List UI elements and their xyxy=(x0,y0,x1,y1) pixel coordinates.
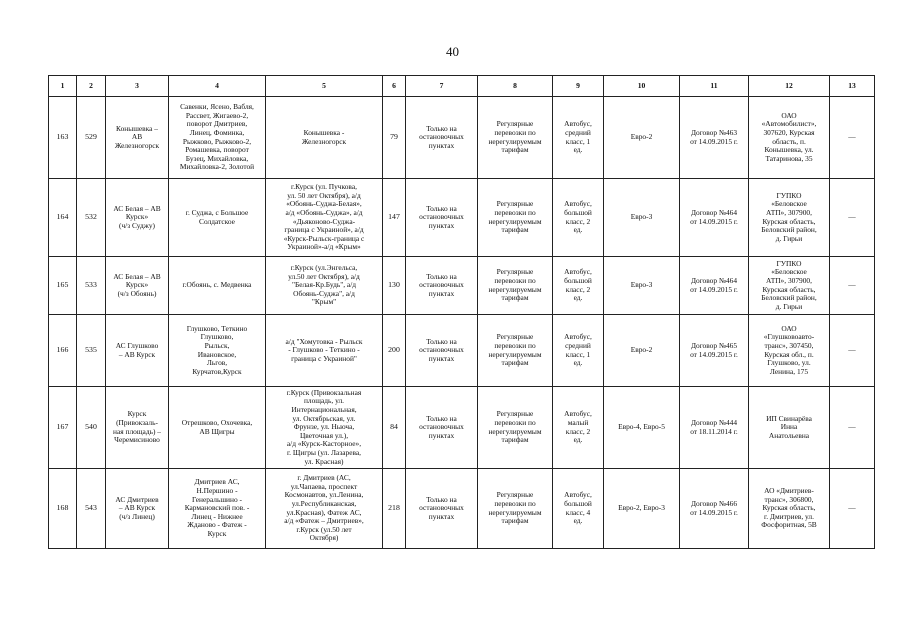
route-name-line: – АВ Курск xyxy=(118,349,156,359)
route-streets-cell xyxy=(266,257,383,315)
route-name-cell xyxy=(106,97,169,179)
eco-class-cell: Евро-2 xyxy=(604,315,680,387)
route-streets-line: г. Дмитриев (АС, xyxy=(297,473,351,483)
transport-type-line: тарифам xyxy=(501,516,529,526)
intermediate-stops-line: Бузец, Михайловка, xyxy=(185,153,249,163)
column-header-7: 7 xyxy=(406,76,478,97)
intermediate-stops-line: Курчатов,Курск xyxy=(192,366,242,376)
route-name-cell xyxy=(106,469,169,549)
intermediate-stops-line: Савенки, Ясено, Вабля, xyxy=(180,102,254,112)
transport-type-line: Регулярные xyxy=(496,199,534,209)
route-streets-line: граница с Украиной», а/д xyxy=(284,225,364,235)
route-name-line: Курск» xyxy=(125,212,149,222)
route-name-line: (ч/з Линец) xyxy=(119,511,155,521)
route-name-cell xyxy=(106,179,169,257)
route-number-cell: 535 xyxy=(77,315,106,387)
vehicle-class-line: ед. xyxy=(573,225,583,235)
vehicle-class-line: класс, 1 xyxy=(565,136,591,146)
intermediate-stops-line: Льгов, xyxy=(206,358,228,368)
column-header-8: 8 xyxy=(478,76,553,97)
transport-type-line: тарифам xyxy=(501,358,529,368)
route-name-line: АС Белая – АВ xyxy=(113,203,161,213)
column-header-5: 5 xyxy=(266,76,383,97)
stop-procedure-line: Только на xyxy=(426,203,457,213)
stop-procedure-cell xyxy=(406,387,478,469)
table-row xyxy=(49,179,875,257)
carrier-info-line: Курская обл., п. xyxy=(764,349,814,359)
stop-procedure-line: остановочных xyxy=(419,345,464,355)
row-number-cell: 167 xyxy=(49,387,77,469)
intermediate-stops-line: поворот Дмитриев, xyxy=(186,119,248,129)
route-streets-line: Интернациональная, xyxy=(291,405,357,415)
column-header-2: 2 xyxy=(77,76,106,97)
stop-procedure-cell xyxy=(406,315,478,387)
extra-info-cell: — xyxy=(830,179,875,257)
vehicle-class-line: ед. xyxy=(573,293,583,303)
carrier-info-line: ИП Свинарёва xyxy=(766,413,812,423)
table-body xyxy=(49,97,875,549)
route-streets-cell xyxy=(266,179,383,257)
route-name-line: (Привокзаль- xyxy=(116,417,158,427)
row-number-cell: 165 xyxy=(49,257,77,315)
carrier-info-line: АТП», 307900, xyxy=(766,207,812,217)
intermediate-stops-cell xyxy=(169,179,266,257)
route-streets-line: «Обоянь-Суджа-Белая», xyxy=(286,199,362,209)
contract-info-line: Договор №444 xyxy=(690,417,738,427)
table-row xyxy=(49,469,875,549)
route-streets-line: г.Курск (Привокзальная xyxy=(286,387,362,397)
row-number-cell: 166 xyxy=(49,315,77,387)
route-streets-line: Украиной»-а/д «Крым» xyxy=(287,242,361,252)
table-row xyxy=(49,97,875,179)
contract-info-cell xyxy=(680,315,749,387)
route-streets-line: а/д "Хомутовка - Рыльск xyxy=(285,336,363,346)
contract-info-cell xyxy=(680,257,749,315)
vehicle-class-line: класс, 2 xyxy=(565,216,591,226)
route-length-cell: 200 xyxy=(383,315,406,387)
carrier-info-line: г. Дмитриев, ул. xyxy=(764,511,814,521)
route-name-line: Курск» xyxy=(125,280,149,290)
transport-type-line: Регулярные xyxy=(496,490,534,500)
transport-type-line: тарифам xyxy=(501,293,529,303)
route-number-cell: 532 xyxy=(77,179,106,257)
intermediate-stops-cell xyxy=(169,97,266,179)
route-streets-cell xyxy=(266,315,383,387)
stop-procedure-line: Только на xyxy=(426,413,457,423)
transport-type-line: нерегулируемым xyxy=(488,426,542,436)
route-streets-line: ул. Красная) xyxy=(304,456,344,466)
carrier-info-line: ОАО xyxy=(781,323,797,333)
route-streets-line: ул.Чапаева, проспект xyxy=(290,481,358,491)
carrier-info-line: Фосфоритная, 5В xyxy=(761,520,817,530)
eco-class-cell: Евро-3 xyxy=(604,257,680,315)
vehicle-class-line: Автобус, xyxy=(564,332,592,342)
vehicle-class-line: ед. xyxy=(573,516,583,526)
carrier-info-line: Конышевка, ул. xyxy=(764,145,814,155)
transport-type-line: Регулярные xyxy=(496,119,534,129)
route-streets-line: Космонавтов, ул.Ленина, xyxy=(284,490,364,500)
route-number-cell: 533 xyxy=(77,257,106,315)
vehicle-class-line: Автобус, xyxy=(564,119,592,129)
vehicle-class-line: средний xyxy=(565,340,591,350)
route-streets-line: Фрунзе, ул. Ньюча, xyxy=(293,422,355,432)
intermediate-stops-line: г. Суджа, с Большое xyxy=(185,207,249,217)
carrier-info-cell xyxy=(749,179,830,257)
carrier-info-cell xyxy=(749,315,830,387)
row-number-cell: 168 xyxy=(49,469,77,549)
stop-procedure-cell xyxy=(406,179,478,257)
carrier-info-line: Беловский район, xyxy=(761,293,817,303)
contract-info-line: от 14.09.2015 г. xyxy=(690,284,738,294)
route-registry-table xyxy=(48,75,875,549)
contract-info-line: от 14.09.2015 г. xyxy=(690,349,738,359)
transport-type-line: нерегулируемым xyxy=(488,507,542,517)
route-streets-line: ул. 50 лет Октября), а/д xyxy=(287,190,361,200)
contract-info-line: от 14.09.2015 г. xyxy=(690,136,738,146)
stop-procedure-line: пунктах xyxy=(428,430,455,440)
transport-type-line: нерегулируемым xyxy=(488,216,542,226)
carrier-info-line: ОАО xyxy=(781,110,797,120)
carrier-info-line: «Беловское xyxy=(771,267,807,277)
transport-type-line: Регулярные xyxy=(496,409,534,419)
transport-type-line: Регулярные xyxy=(496,332,534,342)
transport-type-line: нерегулируемым xyxy=(488,136,542,146)
route-length-cell: 79 xyxy=(383,97,406,179)
vehicle-class-line: большой xyxy=(564,275,592,285)
carrier-info-cell xyxy=(749,97,830,179)
stop-procedure-cell xyxy=(406,469,478,549)
route-name-line: АВ xyxy=(131,132,143,142)
transport-type-cell xyxy=(478,315,553,387)
column-header-1: 1 xyxy=(49,76,77,97)
eco-class-cell: Евро-3 xyxy=(604,179,680,257)
stop-procedure-line: пунктах xyxy=(428,220,455,230)
route-number-cell: 529 xyxy=(77,97,106,179)
carrier-info-line: 307620, Курская xyxy=(763,127,815,137)
contract-info-line: от 18.11.2014 г. xyxy=(690,426,738,436)
route-streets-line: Цветочная ул.), xyxy=(299,430,349,440)
vehicle-class-cell xyxy=(553,315,604,387)
header-row xyxy=(49,76,875,97)
vehicle-class-line: Автобус, xyxy=(564,199,592,209)
carrier-info-line: АО «Дмитриев- xyxy=(764,486,814,496)
vehicle-class-line: большой xyxy=(564,498,592,508)
intermediate-stops-cell xyxy=(169,469,266,549)
intermediate-stops-line: Ивановское, xyxy=(197,349,237,359)
route-streets-line: «Курск-Рыльск-граница с xyxy=(283,233,365,243)
route-name-line: АС Глушково xyxy=(115,340,159,350)
route-streets-line: ул.Красная), Фатеж АС, xyxy=(286,507,362,517)
vehicle-class-line: класс, 4 xyxy=(565,507,591,517)
intermediate-stops-line: Рассвет, Жигаево-2, xyxy=(185,110,249,120)
stop-procedure-line: остановочных xyxy=(419,132,464,142)
route-length-cell: 218 xyxy=(383,469,406,549)
route-streets-line: а/д «Курск-Касторное», xyxy=(286,439,362,449)
intermediate-stops-line: Ромашевка, поворот xyxy=(185,145,249,155)
route-streets-line: "Крым" xyxy=(311,297,337,307)
page-number: 40 xyxy=(446,44,459,59)
contract-info-cell xyxy=(680,97,749,179)
carrier-info-line: транс», 307450, xyxy=(764,340,814,350)
contract-info-line: от 14.09.2015 г. xyxy=(690,507,738,517)
stop-procedure-line: Только на xyxy=(426,123,457,133)
vehicle-class-line: малый xyxy=(567,417,589,427)
extra-info-cell: — xyxy=(830,315,875,387)
eco-class-cell: Евро-4, Евро-5 xyxy=(604,387,680,469)
column-header-6: 6 xyxy=(383,76,406,97)
stop-procedure-cell xyxy=(406,257,478,315)
intermediate-stops-cell xyxy=(169,257,266,315)
route-name-cell xyxy=(106,387,169,469)
route-name-line: Конышевка – xyxy=(116,123,158,133)
transport-type-line: перевозки по xyxy=(494,275,536,285)
route-streets-line: а/д «Фатеж – Дмитриев», xyxy=(284,516,364,526)
intermediate-stops-line: г.Обоянь, с. Медвенка xyxy=(182,280,252,290)
transport-type-line: тарифам xyxy=(501,145,529,155)
route-name-line: (ч/з Обоянь) xyxy=(117,288,157,298)
route-streets-line: "Белая-Кр.Будь", а/д xyxy=(291,280,357,290)
transport-type-line: перевозки по xyxy=(494,340,536,350)
intermediate-stops-line: Глушково, Теткино xyxy=(186,323,248,333)
intermediate-stops-line: Отрешково, Охочевка, xyxy=(181,417,253,427)
route-streets-line: ул.50 лет Октября), а/д xyxy=(288,271,360,281)
transport-type-line: нерегулируемым xyxy=(488,284,542,294)
route-streets-line: Октября) xyxy=(309,533,339,543)
transport-type-cell xyxy=(478,469,553,549)
vehicle-class-cell xyxy=(553,179,604,257)
intermediate-stops-line: Рыжково, Рыжково-2, xyxy=(182,136,252,146)
stop-procedure-line: Только на xyxy=(426,271,457,281)
row-number-cell: 163 xyxy=(49,97,77,179)
route-streets-line: г.Курск (ул.Энгельса, xyxy=(290,263,358,273)
carrier-info-line: область, п. xyxy=(772,136,806,146)
carrier-info-line: д. Гирьи xyxy=(775,233,803,243)
intermediate-stops-cell xyxy=(169,315,266,387)
carrier-info-line: транс», 306800, xyxy=(764,494,814,504)
vehicle-class-cell xyxy=(553,97,604,179)
carrier-info-line: Ленина, 175 xyxy=(769,366,809,376)
contract-info-cell xyxy=(680,179,749,257)
route-name-line: – АВ Курск xyxy=(118,503,156,513)
vehicle-class-cell xyxy=(553,469,604,549)
route-name-cell xyxy=(106,315,169,387)
intermediate-stops-line: Глушково, xyxy=(200,332,234,342)
vehicle-class-line: класс, 2 xyxy=(565,426,591,436)
carrier-info-line: АТП», 307900, xyxy=(766,275,812,285)
intermediate-stops-line: Линец - Нижнее xyxy=(191,511,243,521)
table-row xyxy=(49,315,875,387)
carrier-info-line: «Глушковоавто- xyxy=(763,332,815,342)
column-header-3: 3 xyxy=(106,76,169,97)
carrier-info-line: «Автомобилист», xyxy=(761,119,817,129)
column-header-11: 11 xyxy=(680,76,749,97)
stop-procedure-line: пунктах xyxy=(428,140,455,150)
transport-type-cell xyxy=(478,257,553,315)
contract-info-cell xyxy=(680,387,749,469)
contract-info-line: Договор №463 xyxy=(690,127,738,137)
intermediate-stops-line: АВ Щигры xyxy=(199,426,235,436)
carrier-info-line: Беловский район, xyxy=(761,225,817,235)
route-streets-line: ул.Республиканская, xyxy=(291,498,357,508)
route-number-cell: 540 xyxy=(77,387,106,469)
transport-type-line: перевозки по xyxy=(494,417,536,427)
route-name-line: Черемисиново xyxy=(114,435,160,445)
stop-procedure-line: Только на xyxy=(426,494,457,504)
vehicle-class-line: Автобус, xyxy=(564,267,592,277)
stop-procedure-line: остановочных xyxy=(419,503,464,513)
transport-type-line: Регулярные xyxy=(496,267,534,277)
route-streets-cell xyxy=(266,387,383,469)
carrier-info-line: Глушково, ул. xyxy=(767,358,811,368)
stop-procedure-line: пунктах xyxy=(428,353,455,363)
route-streets-line: г. Щигры (ул. Лазарева, xyxy=(286,447,362,457)
intermediate-stops-line: Линец, Фоминка, xyxy=(189,127,245,137)
stop-procedure-line: Только на xyxy=(426,336,457,346)
contract-info-line: от 14.09.2015 г. xyxy=(690,216,738,226)
stop-procedure-line: остановочных xyxy=(419,280,464,290)
vehicle-class-line: ед. xyxy=(573,358,583,368)
transport-type-line: тарифам xyxy=(501,435,529,445)
contract-info-line: Договор №464 xyxy=(690,275,738,285)
route-streets-line: а/д «Обоянь-Суджа», а/д xyxy=(285,207,363,217)
transport-type-line: нерегулируемым xyxy=(488,349,542,359)
route-length-cell: 130 xyxy=(383,257,406,315)
route-streets-cell xyxy=(266,469,383,549)
contract-info-cell xyxy=(680,469,749,549)
extra-info-cell: — xyxy=(830,387,875,469)
carrier-info-line: д. Гирьи xyxy=(775,301,803,311)
transport-type-cell xyxy=(478,97,553,179)
vehicle-class-line: Автобус, xyxy=(564,490,592,500)
contract-info-line: Договор №465 xyxy=(690,340,738,350)
column-header-9: 9 xyxy=(553,76,604,97)
carrier-info-line: Курская область, xyxy=(762,216,816,226)
column-header-13: 13 xyxy=(830,76,875,97)
carrier-info-line: ГУПКО xyxy=(776,258,802,268)
route-streets-line: «Дьяконово-Суджа- xyxy=(292,216,356,226)
vehicle-class-line: Автобус, xyxy=(564,409,592,419)
vehicle-class-cell xyxy=(553,387,604,469)
column-header-4: 4 xyxy=(169,76,266,97)
carrier-info-cell xyxy=(749,469,830,549)
transport-type-cell xyxy=(478,387,553,469)
intermediate-stops-line: Михайловка-2, Золотой xyxy=(179,162,255,172)
row-number-cell: 164 xyxy=(49,179,77,257)
extra-info-cell: — xyxy=(830,97,875,179)
stop-procedure-line: пунктах xyxy=(428,511,455,521)
route-name-line: АС Белая – АВ xyxy=(113,271,161,281)
table-row xyxy=(49,387,875,469)
intermediate-stops-line: Дмитриев АС, xyxy=(194,477,240,487)
route-length-cell: 147 xyxy=(383,179,406,257)
vehicle-class-line: средний xyxy=(565,127,591,137)
intermediate-stops-cell xyxy=(169,387,266,469)
contract-info-line: Договор №464 xyxy=(690,207,738,217)
extra-info-cell: — xyxy=(830,257,875,315)
carrier-info-line: Инна xyxy=(780,422,798,432)
carrier-info-line: ГУПКО xyxy=(776,190,802,200)
transport-type-line: перевозки по xyxy=(494,127,536,137)
vehicle-class-line: класс, 2 xyxy=(565,284,591,294)
intermediate-stops-line: Генеральшино - xyxy=(192,494,242,504)
eco-class-cell: Евро-2 xyxy=(604,97,680,179)
route-streets-line: Конышевка - xyxy=(303,127,345,137)
carrier-info-cell xyxy=(749,387,830,469)
intermediate-stops-line: Жданово - Фатеж - xyxy=(187,520,247,530)
intermediate-stops-line: Рыльск, xyxy=(204,340,230,350)
extra-info-cell: — xyxy=(830,469,875,549)
transport-type-line: перевозки по xyxy=(494,498,536,508)
carrier-info-line: Курская область, xyxy=(762,284,816,294)
carrier-info-line: «Беловское xyxy=(771,199,807,209)
route-length-cell: 84 xyxy=(383,387,406,469)
route-number-cell: 543 xyxy=(77,469,106,549)
route-name-line: Курск xyxy=(127,409,147,419)
vehicle-class-line: ед. xyxy=(573,145,583,155)
transport-type-line: тарифам xyxy=(501,225,529,235)
contract-info-line: Договор №466 xyxy=(690,498,738,508)
route-streets-line: площадь, ул. xyxy=(303,396,345,406)
stop-procedure-line: остановочных xyxy=(419,422,464,432)
intermediate-stops-line: Кармановский пов. - xyxy=(184,503,250,513)
transport-type-line: перевозки по xyxy=(494,207,536,217)
route-name-line: Железногорск xyxy=(114,140,160,150)
vehicle-class-line: ед. xyxy=(573,435,583,445)
carrier-info-cell xyxy=(749,257,830,315)
vehicle-class-line: большой xyxy=(564,207,592,217)
carrier-info-line: Татаринова, 35 xyxy=(765,153,813,163)
carrier-info-line: Курская область, xyxy=(762,503,816,513)
intermediate-stops-line: Солдатское xyxy=(199,216,235,226)
stop-procedure-cell xyxy=(406,97,478,179)
route-name-line: (ч/з Суджу) xyxy=(119,220,155,230)
intermediate-stops-line: Н.Першино - xyxy=(196,486,238,496)
route-name-line: АС Дмитриев xyxy=(115,494,159,504)
stop-procedure-line: пунктах xyxy=(428,288,455,298)
route-streets-cell xyxy=(266,97,383,179)
route-streets-line: г.Курск (ул.50 лет xyxy=(296,524,352,534)
route-streets-line: Железногорск xyxy=(301,136,347,146)
route-streets-line: Обоянь-Суджа", а/д xyxy=(293,288,355,298)
vehicle-class-line: класс, 1 xyxy=(565,349,591,359)
stop-procedure-line: остановочных xyxy=(419,212,464,222)
table-row xyxy=(49,257,875,315)
route-name-cell xyxy=(106,257,169,315)
route-streets-line: ул. Октябрьская, ул. xyxy=(292,413,356,423)
eco-class-cell: Евро-2, Евро-3 xyxy=(604,469,680,549)
column-header-12: 12 xyxy=(749,76,830,97)
column-header-10: 10 xyxy=(604,76,680,97)
route-streets-line: - Глушково - Теткино - xyxy=(288,345,360,355)
vehicle-class-cell xyxy=(553,257,604,315)
route-name-line: ная площадь) – xyxy=(113,426,161,436)
route-streets-line: г.Курск (ул. Пучкова, xyxy=(291,182,357,192)
route-streets-line: граница с Украиной" xyxy=(291,353,357,363)
transport-type-cell xyxy=(478,179,553,257)
intermediate-stops-line: Курск xyxy=(207,528,227,538)
carrier-info-line: Анатольевна xyxy=(768,430,810,440)
